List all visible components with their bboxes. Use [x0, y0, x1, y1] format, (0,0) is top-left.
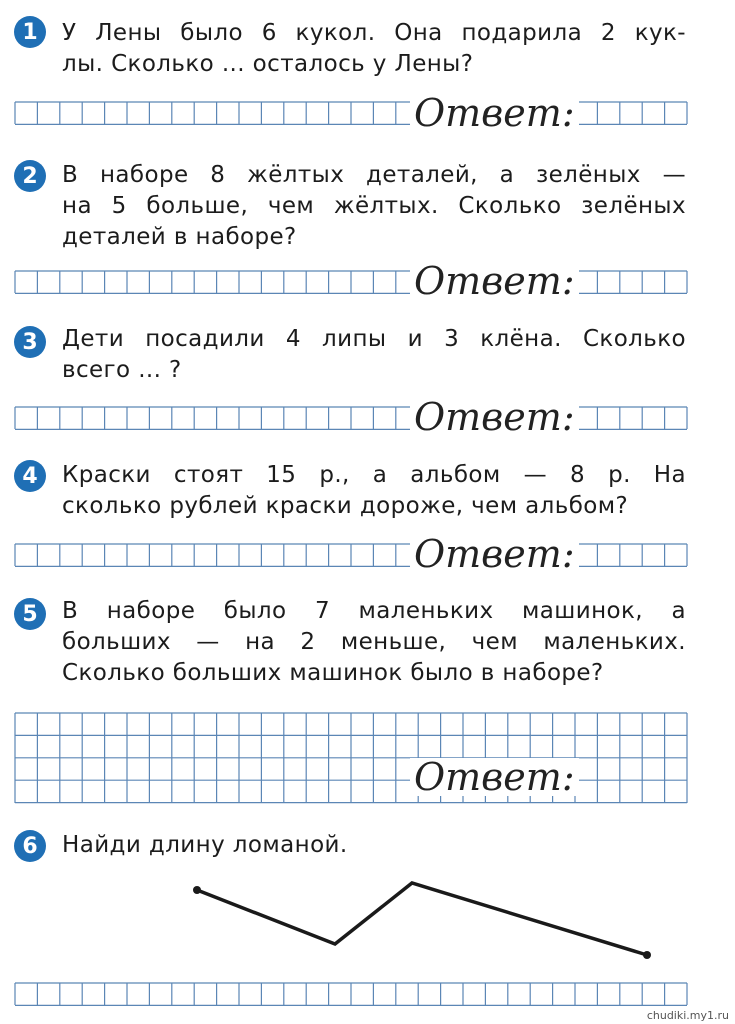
- task-text-line: Дети посадили 4 липы и 3 клёна. Сколько: [62, 326, 686, 352]
- polyline-vertex: [643, 951, 651, 959]
- polyline-vertex: [193, 886, 201, 894]
- task-text-line: сколько рублей краски дороже, чем альбом?: [62, 493, 629, 519]
- task-text-line: больших — на 2 меньше, чем маленьких.: [62, 629, 686, 655]
- grid-lines: [14, 982, 688, 1006]
- answer-label: Ответ:: [410, 535, 579, 573]
- task-text-line: на 5 больше, чем жёлтых. Сколько зелёных: [62, 193, 686, 219]
- task-text-line: всего ... ?: [62, 357, 182, 383]
- task-text-line: В наборе было 7 маленьких машинок, а: [62, 598, 686, 624]
- answer-grid[interactable]: [14, 982, 688, 1006]
- task-number-badge: 3: [14, 326, 46, 358]
- task-number-badge: 2: [14, 160, 46, 192]
- watermark: chudiki.my1.ru: [646, 1009, 729, 1022]
- task-text-line: Краски стоят 15 р., а альбом — 8 р. На: [62, 462, 686, 488]
- task-number-badge: 4: [14, 460, 46, 492]
- task-text-line: Найди длину ломаной.: [62, 832, 348, 858]
- task-text-line: Сколько больших машинок было в наборе?: [62, 660, 604, 686]
- answer-label: Ответ:: [410, 758, 579, 796]
- task-text-line: В наборе 8 жёлтых деталей, а зелёных —: [62, 162, 686, 188]
- task-number-badge: 1: [14, 16, 46, 48]
- task-text-line: лы. Сколько ... осталось у Лены?: [62, 51, 474, 77]
- answer-label: Ответ:: [410, 398, 579, 436]
- answer-label: Ответ:: [410, 94, 579, 132]
- task-number-badge: 6: [14, 830, 46, 862]
- task-text-line: У Лены было 6 кукол. Она подарила 2 кук-: [62, 20, 686, 46]
- task-text-line: деталей в наборе?: [62, 224, 297, 250]
- task-number-badge: 5: [14, 598, 46, 630]
- polyline-segments: [197, 883, 647, 955]
- answer-label: Ответ:: [410, 262, 579, 300]
